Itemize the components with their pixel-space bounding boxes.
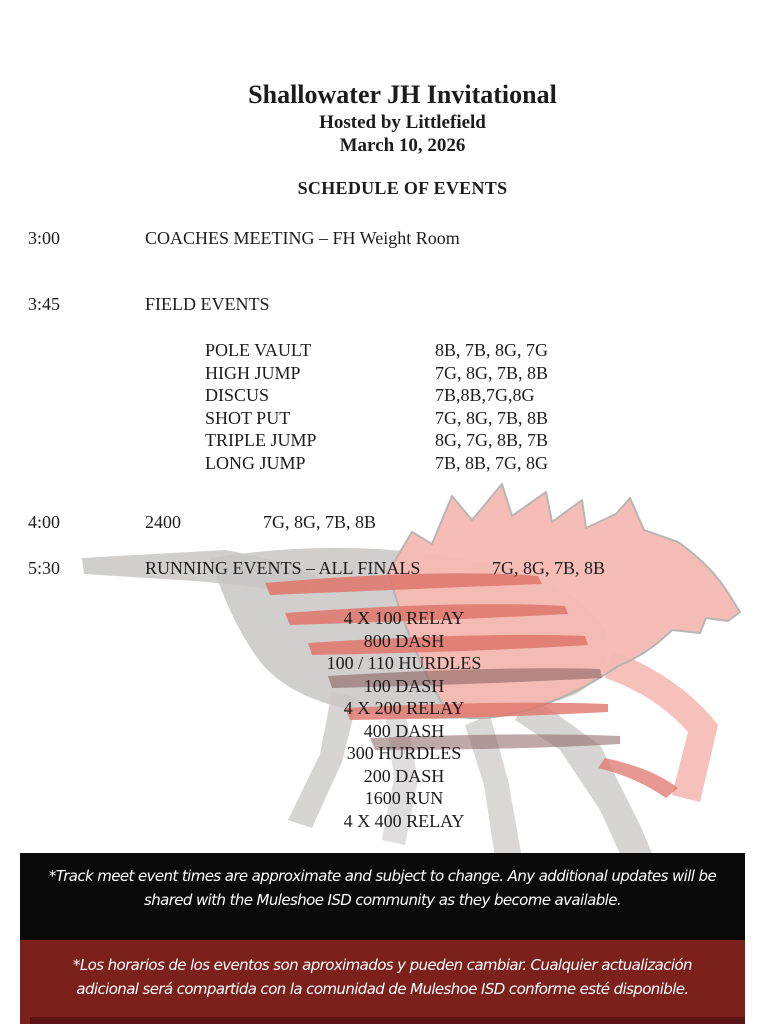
page-subtitle: Hosted by Littlefield [319, 112, 486, 133]
field-event-name: HIGH JUMP [205, 362, 301, 383]
list-item: 800 DASH [363, 630, 445, 651]
list-item: 4 X 100 RELAY [343, 608, 465, 628]
field-events-table [205, 339, 548, 474]
table-row [205, 429, 548, 452]
table-row [205, 362, 548, 385]
field-event-groups: 7B, 8B, 7G, 8G [435, 452, 549, 473]
english-footnote-line2: shared with the Muleshoe ISD community as they become available. [143, 891, 622, 909]
english-footnote-line1: *Track meet event times are approximate and subject to change. Any additional updates will be [48, 867, 717, 885]
english-footnote-band [20, 853, 745, 940]
field-event-name: TRIPLE JUMP [205, 430, 317, 450]
field-event-groups: 7G, 8G, 7B, 8B [435, 362, 549, 383]
schedule-heading: SCHEDULE OF EVENTS [297, 178, 508, 198]
red-band-bottom-shade [30, 1017, 745, 1024]
table-row [205, 384, 548, 407]
list-item: 4 X 400 RELAY [343, 810, 465, 831]
field-event-groups: 8B, 7B, 8G, 7G [435, 340, 549, 360]
spanish-footnote-line1: *Los horarios de los eventos son aproximados y pueden cambiar. Cualquier actualización [73, 956, 692, 974]
running-events-list [42, 607, 765, 832]
list-item: 100 / 110 HURDLES [326, 653, 482, 673]
race-2400-groups: 7G, 8G, 7B, 8B [263, 512, 377, 532]
list-item: 200 DASH [363, 765, 445, 786]
running-events-groups: 7G, 8G, 7B, 8B [492, 558, 606, 578]
field-event-name: DISCUS [205, 385, 270, 405]
field-event-name: SHOT PUT [205, 407, 291, 428]
field-events-label: FIELD EVENTS [145, 294, 270, 314]
field-event-groups: 7B,8B,7G,8G [435, 385, 535, 405]
spanish-footnote-line2: adicional será compartida con la comunidad de Muleshoe ISD conforme esté disponible. [76, 980, 689, 998]
event-date: March 10, 2026 [339, 135, 466, 156]
list-item: 4 X 200 RELAY [343, 698, 465, 718]
list-item: 100 DASH [363, 675, 445, 696]
table-row [205, 339, 548, 362]
field-event-name: POLE VAULT [205, 340, 312, 360]
coaches-meeting-time: 3:00 [28, 228, 61, 248]
running-events-time: 5:30 [28, 558, 61, 578]
field-event-name: LONG JUMP [205, 452, 306, 473]
table-row [205, 407, 548, 430]
list-item: 400 DASH [363, 720, 445, 741]
table-row [205, 452, 548, 475]
spanish-footnote-text [20, 940, 745, 1001]
list-item: 1600 RUN [364, 788, 444, 808]
page-title: Shallowater JH Invitational [248, 80, 557, 109]
english-footnote-text [20, 853, 745, 912]
field-event-groups: 8G, 7G, 8B, 7B [435, 430, 549, 450]
spanish-footnote-band [20, 940, 745, 1024]
coaches-meeting-label: COACHES MEETING – FH Weight Room [145, 228, 460, 248]
race-2400-label: 2400 [145, 512, 181, 532]
field-events-time: 3:45 [28, 294, 61, 314]
running-events-label: RUNNING EVENTS – ALL FINALS [145, 558, 421, 578]
field-event-groups: 7G, 8G, 7B, 8B [435, 407, 549, 428]
race-2400-time: 4:00 [28, 512, 61, 532]
list-item: 300 HURDLES [346, 743, 462, 763]
